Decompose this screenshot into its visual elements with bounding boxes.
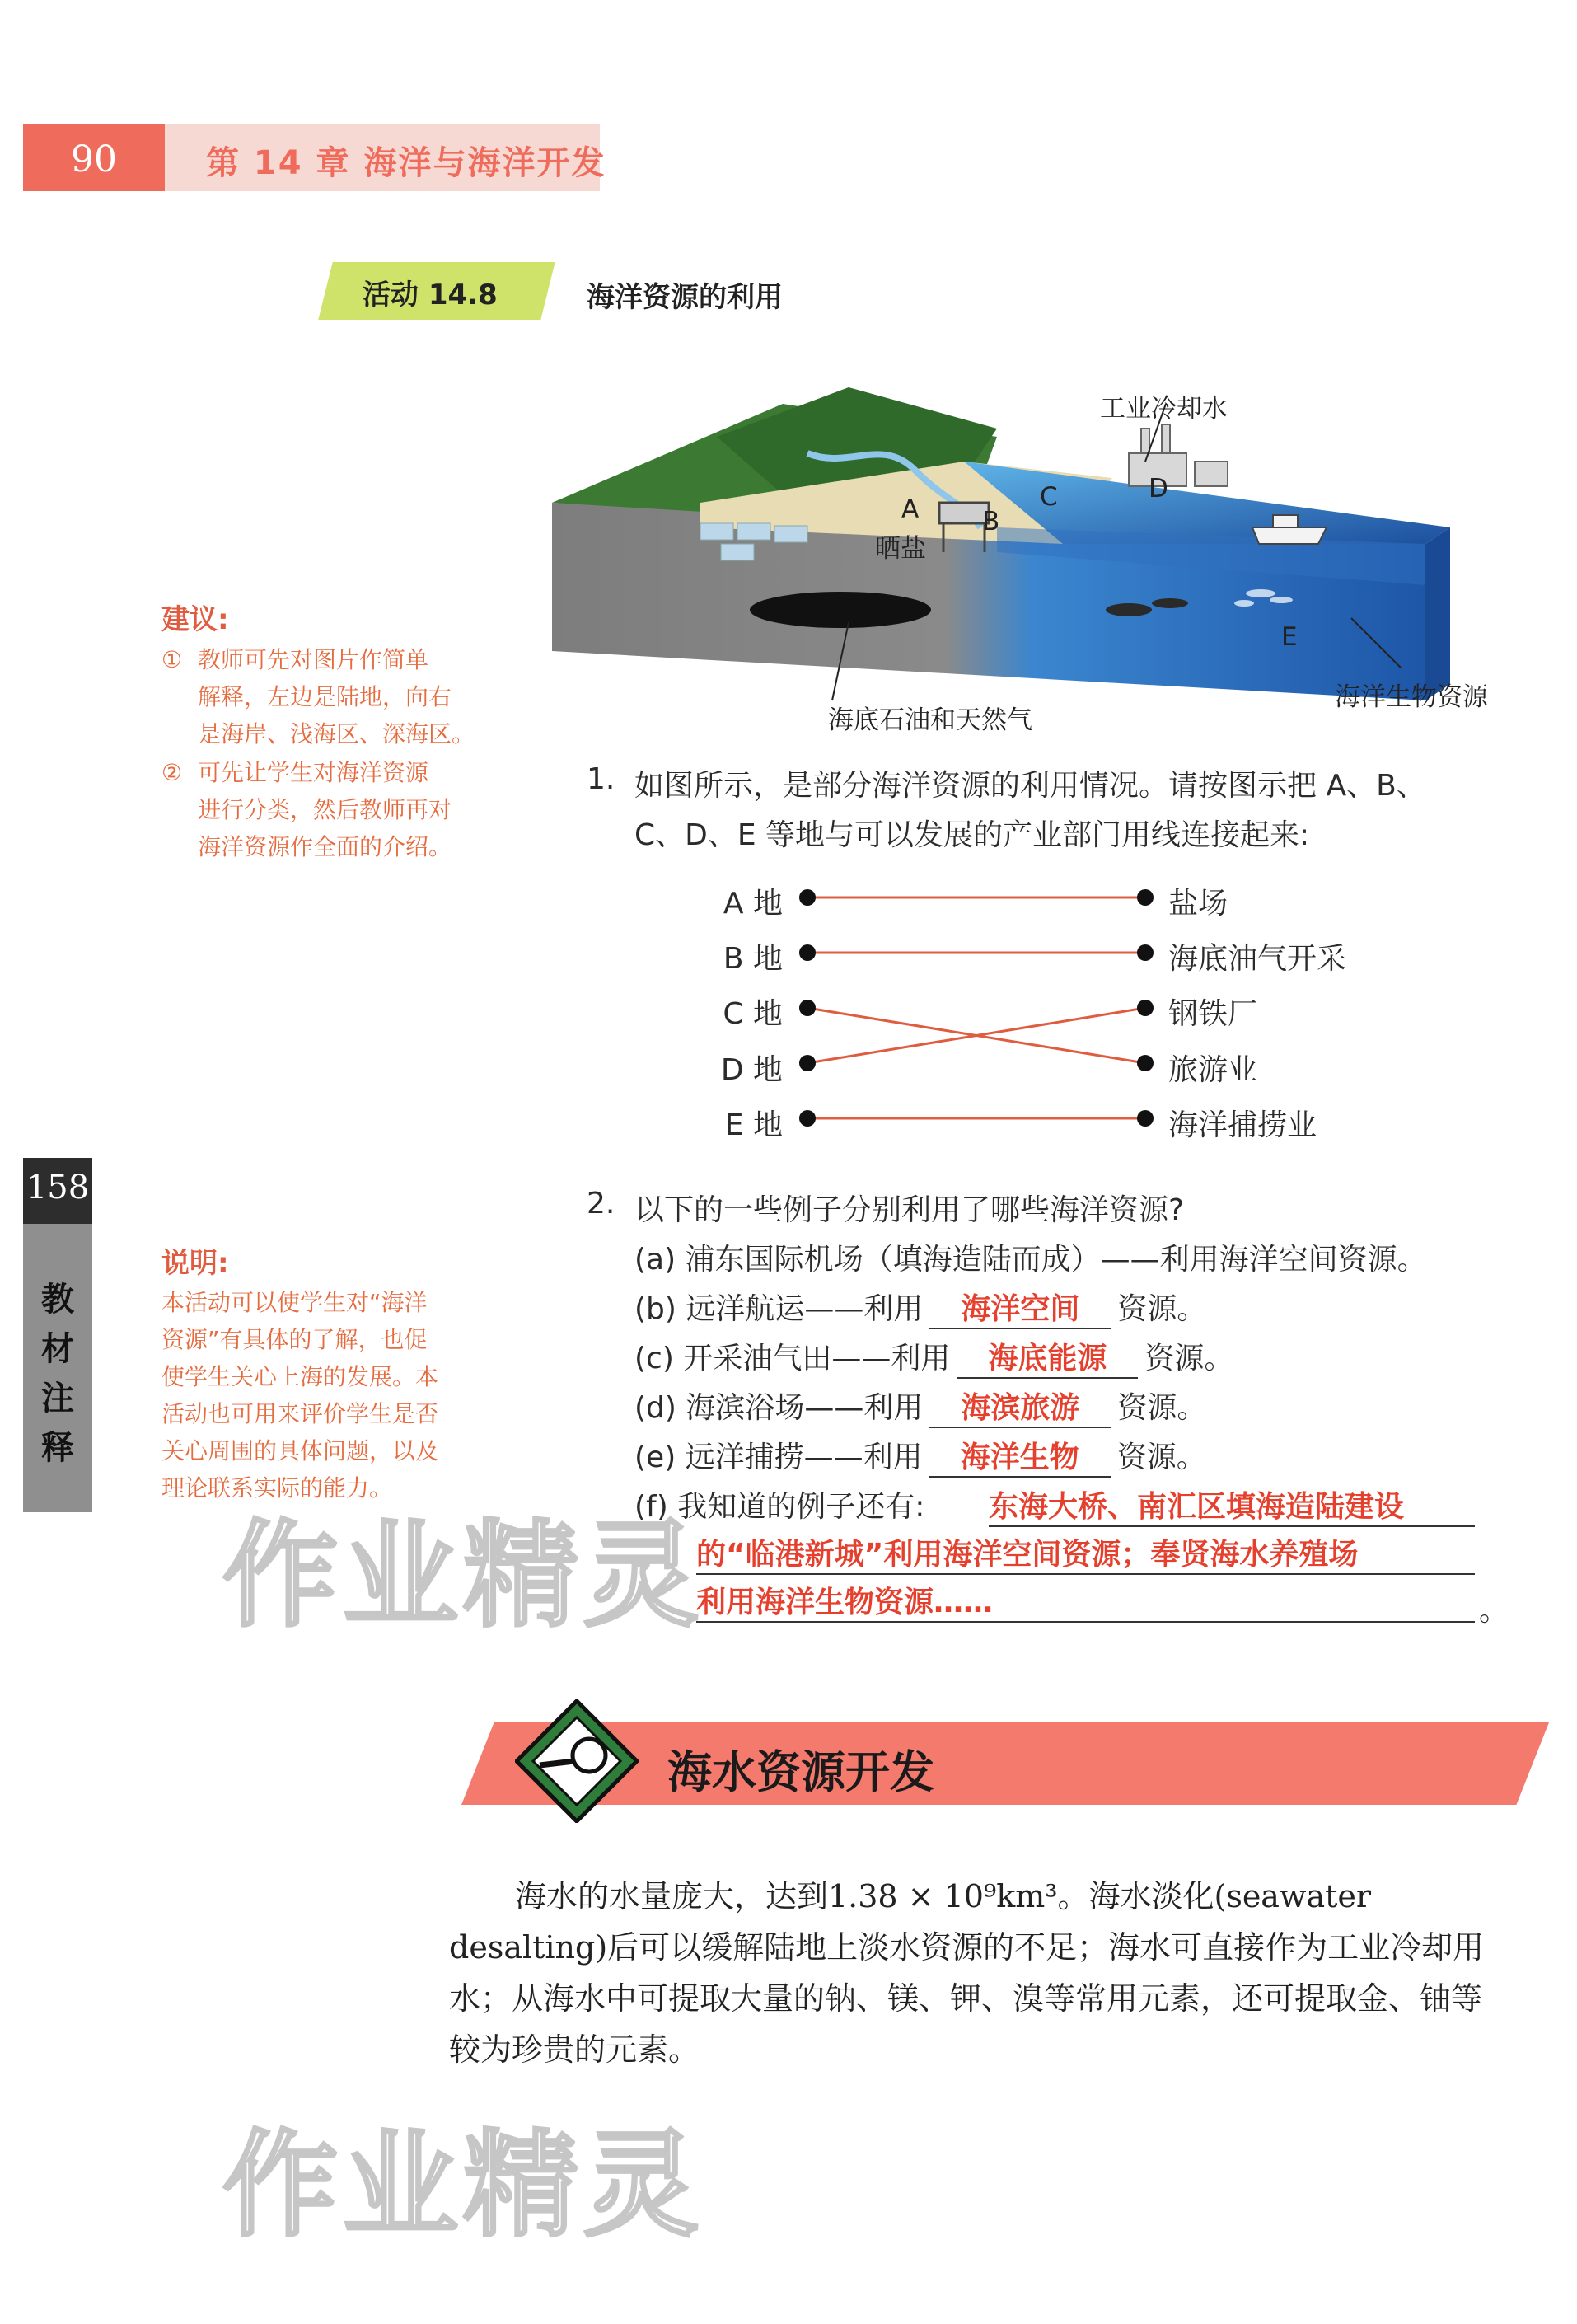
q2-item-a: (a) 浦东国际机场（填海造陆而成）——利用海洋空间资源。 xyxy=(634,1243,1427,1277)
match-right-salt-field: 盐场 xyxy=(1168,887,1228,921)
q1-text-line1: 如图所示，是部分海洋资源的利用情况。请按图示把 A、B、 xyxy=(634,769,1426,803)
match-right-tourism: 旅游业 xyxy=(1168,1053,1258,1087)
explanation-text: 本活动可以使学生对“海洋 资源”有具体的了解，也促 使学生关心上海的发展。本 活动也可用来评价学生是否 关心周围的具体问题，以及 理论联系实际的能力。 xyxy=(161,1289,439,1502)
side-tab-char: 材 xyxy=(41,1330,74,1368)
suggestion-item-2-marker: ② xyxy=(161,759,183,786)
suggestion-item-1: 教师可先对图片作简单 解释，左边是陆地，向右 是海岸、浅海区、深海区。 xyxy=(198,646,475,747)
suggestion-item-2: 可先让学生对海洋资源 进行分类，然后教师再对 海洋资源作全面的介绍。 xyxy=(198,759,452,860)
match-dot-left-3 xyxy=(799,1055,816,1071)
chapter-title: 第 14 章 海洋与海洋开发 xyxy=(206,144,606,182)
side-tab-char: 教 xyxy=(41,1281,74,1319)
explanation-heading: 说明: xyxy=(161,1247,229,1280)
match-right-steel-plant: 钢铁厂 xyxy=(1168,997,1258,1031)
q2-item-f-prompt: (f) 我知道的例子还有: xyxy=(634,1490,925,1524)
match-dot-right-2 xyxy=(1137,1000,1154,1016)
match-dot-right-0 xyxy=(1137,889,1154,906)
point-e-label: E xyxy=(1281,622,1298,652)
suggestion-item-1-marker: ① xyxy=(161,646,183,673)
q2-item-f-period: 。 xyxy=(1479,1594,1509,1628)
match-left-a: A 地 xyxy=(723,887,783,921)
point-b-label: B xyxy=(982,507,1000,536)
match-dot-left-2 xyxy=(799,1000,816,1016)
label-marine-bio-resources: 海洋生物资源 xyxy=(1335,682,1488,712)
q2-prompt: 以下的一些例子分别利用了哪些海洋资源? xyxy=(634,1193,1185,1227)
match-left-d: D 地 xyxy=(720,1053,783,1087)
answer-f-line3: 利用海洋生物资源…… xyxy=(696,1586,994,1619)
match-dot-left-1 xyxy=(799,944,816,961)
matching-lines xyxy=(791,874,1170,1146)
watermark: 作业精灵 xyxy=(222,2119,704,2253)
match-right-fishing: 海洋捕捞业 xyxy=(1168,1108,1317,1142)
page-number: 90 xyxy=(71,138,117,180)
answer-b: 海洋空间 xyxy=(961,1292,1080,1326)
match-dot-left-4 xyxy=(799,1110,816,1127)
q2-item-c: (c) 开采油气田——利用 海底能源 资源。 xyxy=(634,1335,1233,1379)
match-dot-left-0 xyxy=(799,889,816,906)
match-left-e: E 地 xyxy=(724,1108,783,1142)
q2-item-d: (d) 海滨浴场——利用 海滨旅游 资源。 xyxy=(634,1385,1206,1428)
match-dot-right-3 xyxy=(1137,1055,1154,1071)
match-left-b: B 地 xyxy=(723,942,783,976)
label-salt-drying: 晒盐 xyxy=(875,534,926,564)
activity-title: 海洋资源的利用 xyxy=(587,281,783,314)
q2-item-b: (b) 远洋航运——利用 海洋空间 资源。 xyxy=(634,1286,1206,1329)
q2-number: 2. xyxy=(587,1187,615,1221)
suggestion-heading: 建议: xyxy=(161,603,229,636)
answer-f-line1: 东海大桥、南汇区填海造陆建设 xyxy=(989,1490,1405,1524)
point-d-label: D xyxy=(1149,474,1168,504)
answer-d: 海滨旅游 xyxy=(961,1391,1080,1425)
section-title: 海水资源开发 xyxy=(667,1746,934,1798)
q2-item-f-line1 xyxy=(989,1483,1475,1527)
side-tab-char: 释 xyxy=(41,1429,74,1467)
answer-c: 海底能源 xyxy=(988,1342,1107,1375)
answer-e: 海洋生物 xyxy=(960,1441,1079,1474)
match-right-offshore-oil: 海底油气开采 xyxy=(1168,942,1347,976)
match-dot-right-1 xyxy=(1137,944,1154,961)
point-a-label: A xyxy=(901,494,920,524)
body-paragraph: 海水的水量庞大，达到1.38 × 10⁹km³。海水淡化(seawater desalting)后可以缓解陆地上淡水资源的不足；海水可直接作为工业冷却用水；从海水中可提取大量的钠、镁、钾、溴等常用元素，还可提取金、铀等较为珍贵的元素。 xyxy=(449,1878,1485,2068)
q1-number: 1. xyxy=(587,762,615,796)
point-c-label: C xyxy=(1040,482,1058,512)
side-tab-char: 注 xyxy=(41,1380,74,1417)
watermark: 作业精灵 xyxy=(222,1509,704,1643)
side-page-number: 158 xyxy=(26,1169,90,1207)
q2-item-f-line3 xyxy=(696,1579,1475,1623)
q2-item-f-line2 xyxy=(696,1531,1475,1575)
q1-text-line2: C、D、E 等地与可以发展的产业部门用线连接起来: xyxy=(634,818,1310,852)
answer-f-line2: 的“临港新城”利用海洋空间资源；奉贤海水养殖场 xyxy=(696,1538,1359,1572)
match-dot-right-4 xyxy=(1137,1110,1154,1127)
activity-label: 活动 14.8 xyxy=(363,279,498,312)
magnifier-icon xyxy=(515,1699,639,1823)
q2-item-e: (e) 远洋捕捞——利用 海洋生物 资源。 xyxy=(634,1434,1206,1478)
label-industrial-cooling-water: 工业冷却水 xyxy=(1100,394,1228,424)
label-seabed-oil-gas: 海底石油和天然气 xyxy=(828,705,1032,735)
match-left-c: C 地 xyxy=(723,997,783,1031)
